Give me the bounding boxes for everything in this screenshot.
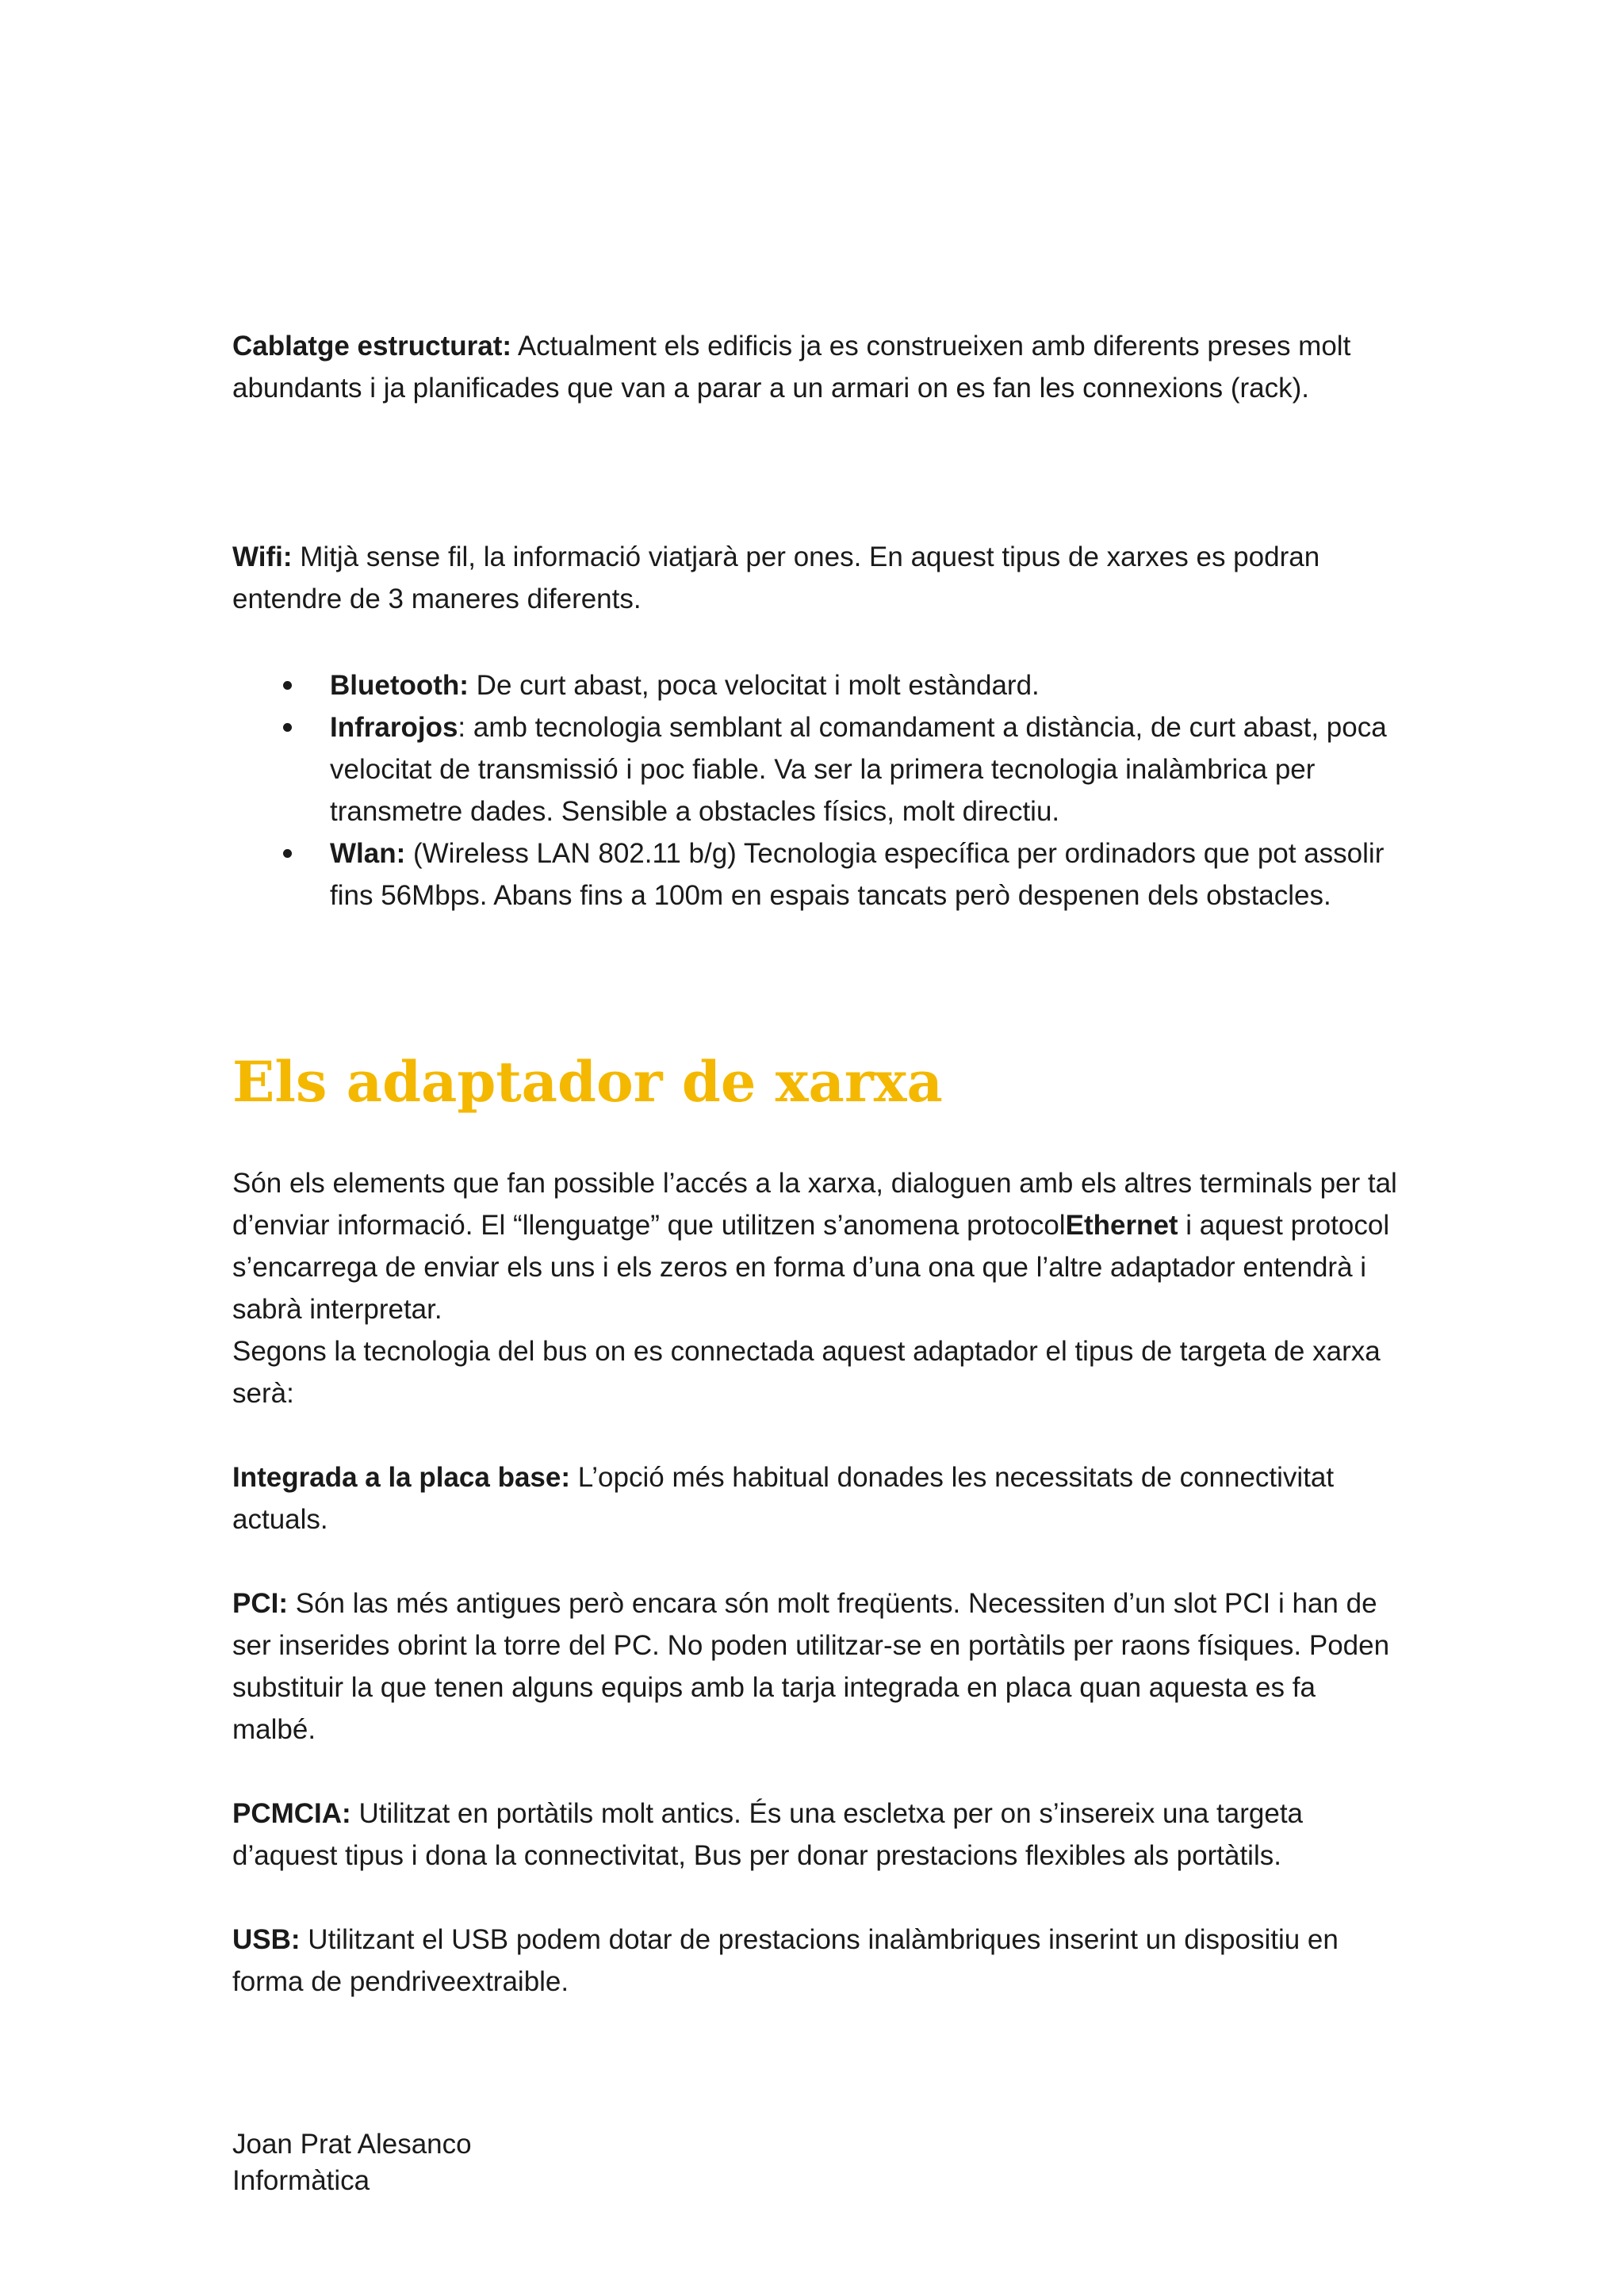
list-item: [232, 664, 1406, 706]
page-content: [232, 325, 1406, 2003]
footer-author: Joan Prat Alesanco: [232, 2129, 472, 2160]
adapter-type-label: PCI:: [232, 1588, 288, 1619]
list-item-text: (Wireless LAN 802.11 b/g) Tecnologia específica per ordinadors que pot assolir fins 56Mbps. Abans fins a 100m en espais tancats però despenen dels obstacles.: [330, 838, 1385, 911]
section-intro-part2: i aquest protocol s’encarrega de enviar els uns i els zeros en forma d’una ona que l’altre adaptador entendrà i sabrà interpretar.: [232, 1210, 1390, 1325]
list-item-label: Wlan:: [330, 838, 406, 869]
cablatge-label: Cablatge estructurat:: [232, 331, 512, 362]
wifi-paragraph: [232, 536, 1406, 620]
adapter-type-integrated: [232, 1456, 1406, 1540]
adapter-type-label: Integrada a la placa base:: [232, 1462, 571, 1493]
bullet-icon: [283, 723, 292, 732]
wifi-types-list: [232, 664, 1406, 916]
page-footer: [232, 2126, 472, 2199]
wifi-label: Wifi:: [232, 541, 293, 572]
cablatge-text: Actualment els edificis ja es construeixen amb diferents preses molt abundants i ja planificades que van a parar a un armari on es fan les connexions (rack).: [232, 331, 1351, 404]
section-title: Els adaptador de xarxa: [232, 1049, 943, 1115]
adapter-type-label: USB:: [232, 1924, 301, 1955]
section-intro-part1: Són els elements que fan possible l’accés a la xarxa, dialoguen amb els altres terminals per tal d’enviar informació. El “llenguatge” que utilitzen s’anomena protocol: [232, 1168, 1397, 1241]
list-item-label: Bluetooth:: [330, 670, 469, 701]
wifi-text: Mitjà sense fil, la informació viatjarà per ones. En aquest tipus de xarxes es podran entendre de 3 maneres diferents.: [232, 541, 1320, 614]
adapter-type-pcmcia: [232, 1793, 1406, 1877]
section-intro-bold: Ethernet: [1065, 1210, 1178, 1241]
section-intro: [232, 1162, 1406, 1330]
adapter-type-text: L’opció més habitual donades les necessitats de connectivitat actuals.: [232, 1462, 1335, 1535]
adapter-type-pci: [232, 1582, 1406, 1751]
adapter-type-label: PCMCIA:: [232, 1798, 351, 1829]
bullet-icon: [283, 849, 292, 858]
list-item: [232, 706, 1406, 832]
section-intro-2: Segons la tecnologia del bus on es connectada aquest adaptador el tipus de targeta de xarxa serà:: [232, 1336, 1381, 1409]
list-item-text: : amb tecnologia semblant al comandament a distància, de curt abast, poca velocitat de transmissió i poc fiable. Va ser la primera tecnologia inalàmbrica per transmetre dades. Sensible a obstacles físics, molt directiu.: [330, 712, 1387, 827]
cablatge-paragraph: [232, 325, 1406, 409]
adapter-type-text: Utilitzant el USB podem dotar de prestacions inalàmbriques inserint un dispositiu en forma de pendriveextraible.: [232, 1924, 1339, 1997]
adapter-type-text: Són las més antigues però encara són molt freqüents. Necessiten d’un slot PCI i han de ser inserides obrint la torre del PC. No poden utilitzar-se en portàtils per raons físiques. Poden substituir la que tenen alguns equips amb la tarja integrada en placa quan aquesta es fa malbé.: [232, 1588, 1390, 1745]
bullet-icon: [283, 681, 292, 690]
list-item-text: De curt abast, poca velocitat i molt estàndard.: [468, 670, 1040, 701]
footer-subject: Informàtica: [232, 2165, 370, 2196]
adapter-type-usb: [232, 1919, 1406, 2003]
list-item-label: Infrarojos: [330, 712, 458, 743]
adapter-type-text: Utilitzat en portàtils molt antics. És una escletxa per on s’insereix una targeta d’aquest tipus i dona la connectivitat, Bus per donar prestacions flexibles als portàtils.: [232, 1798, 1304, 1871]
list-item: [232, 832, 1406, 916]
